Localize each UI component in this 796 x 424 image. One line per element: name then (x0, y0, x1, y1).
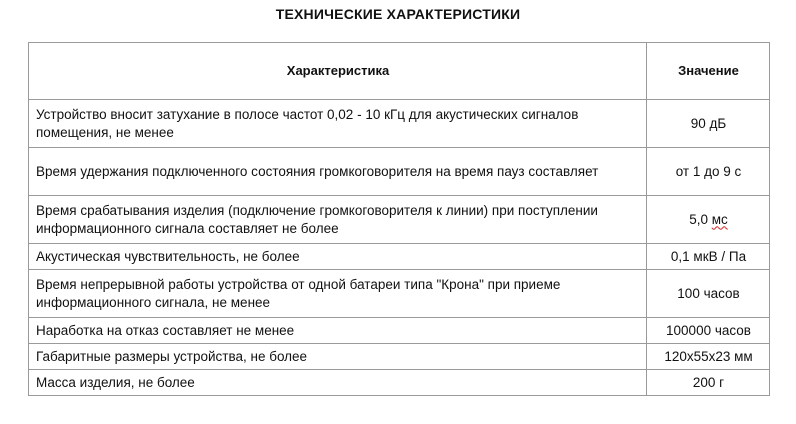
table-row (29, 100, 770, 148)
row-value: от 1 до 9 с (647, 148, 770, 196)
row-characteristic: Акустическая чувствительность, не более (29, 244, 647, 270)
row-characteristic: Устройство вносит затухание в полосе частот 0,02 - 10 кГц для акустических сигналов помещения, не менее (29, 100, 647, 148)
table-row (29, 318, 770, 344)
row-value: 100000 часов (647, 318, 770, 344)
table-row (29, 244, 770, 270)
table-header-row (29, 43, 770, 100)
table-row (29, 370, 770, 396)
header-characteristic: Характеристика (29, 43, 647, 100)
header-value: Значение (647, 43, 770, 100)
table-row (29, 270, 770, 318)
row-characteristic: Габаритные размеры устройства, не более (29, 344, 647, 370)
row-value (647, 196, 770, 244)
row-value: 120х55х23 мм (647, 344, 770, 370)
row-value-number: 5,0 (689, 211, 708, 227)
row-value: 90 дБ (647, 100, 770, 148)
document-title: ТЕХНИЧЕСКИЕ ХАРАКТЕРИСТИКИ (275, 6, 521, 22)
table-row (29, 148, 770, 196)
row-characteristic: Масса изделия, не более (29, 370, 647, 396)
table-row (29, 196, 770, 244)
row-characteristic: Наработка на отказ составляет не менее (29, 318, 647, 344)
row-characteristic: Время удержания подключенного состояния громкоговорителя на время пауз составляет (29, 148, 647, 196)
row-value-unit: мс (711, 211, 728, 227)
row-characteristic: Время непрерывной работы устройства от одной батареи типа "Крона" при приеме информационного сигнала, не менее (29, 270, 647, 318)
row-value: 0,1 мкВ / Па (647, 244, 770, 270)
row-value: 200 г (647, 370, 770, 396)
table-row (29, 344, 770, 370)
row-characteristic: Время срабатывания изделия (подключение громкоговорителя к линии) при поступлении информационного сигнала составляет не более (29, 196, 647, 244)
specifications-table (28, 42, 770, 396)
row-value: 100 часов (647, 270, 770, 318)
